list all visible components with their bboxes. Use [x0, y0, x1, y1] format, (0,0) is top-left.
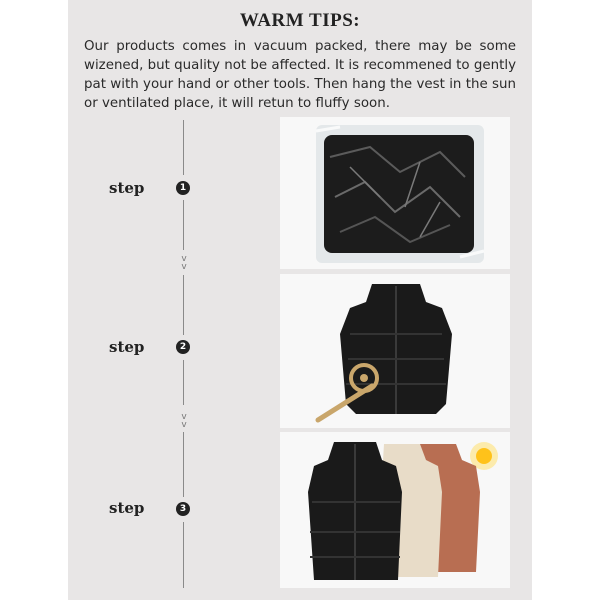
timeline-line — [183, 200, 184, 250]
step-label: step — [109, 499, 145, 517]
three-vests-in-sun-photo — [280, 432, 510, 588]
timeline-line — [183, 522, 184, 588]
step-number-badge: 1 — [176, 181, 190, 195]
timeline-line — [183, 275, 184, 335]
page-title: WARM TIPS: — [239, 10, 361, 31]
chevron-down-icon: v v — [181, 412, 187, 430]
timeline-line — [183, 360, 184, 405]
step-number-badge: 3 — [176, 502, 190, 516]
step-number-badge: 2 — [176, 340, 190, 354]
vacuum-packed-vest-photo — [280, 117, 510, 269]
tips-paragraph: Our products comes in vacuum packed, there may be some wizened, but quality not be affected. It is recommened to gently pat with your hand or other tools. Then hang the vest in the sun or ventilated place, it will retun to fluffy soon. — [84, 39, 516, 111]
timeline-line — [183, 120, 184, 175]
black-vest-with-beater-photo — [280, 274, 510, 428]
chevron-down-icon: v v — [181, 254, 187, 272]
step-label: step — [109, 179, 145, 197]
step-label: step — [109, 338, 145, 356]
timeline-line — [183, 432, 184, 497]
